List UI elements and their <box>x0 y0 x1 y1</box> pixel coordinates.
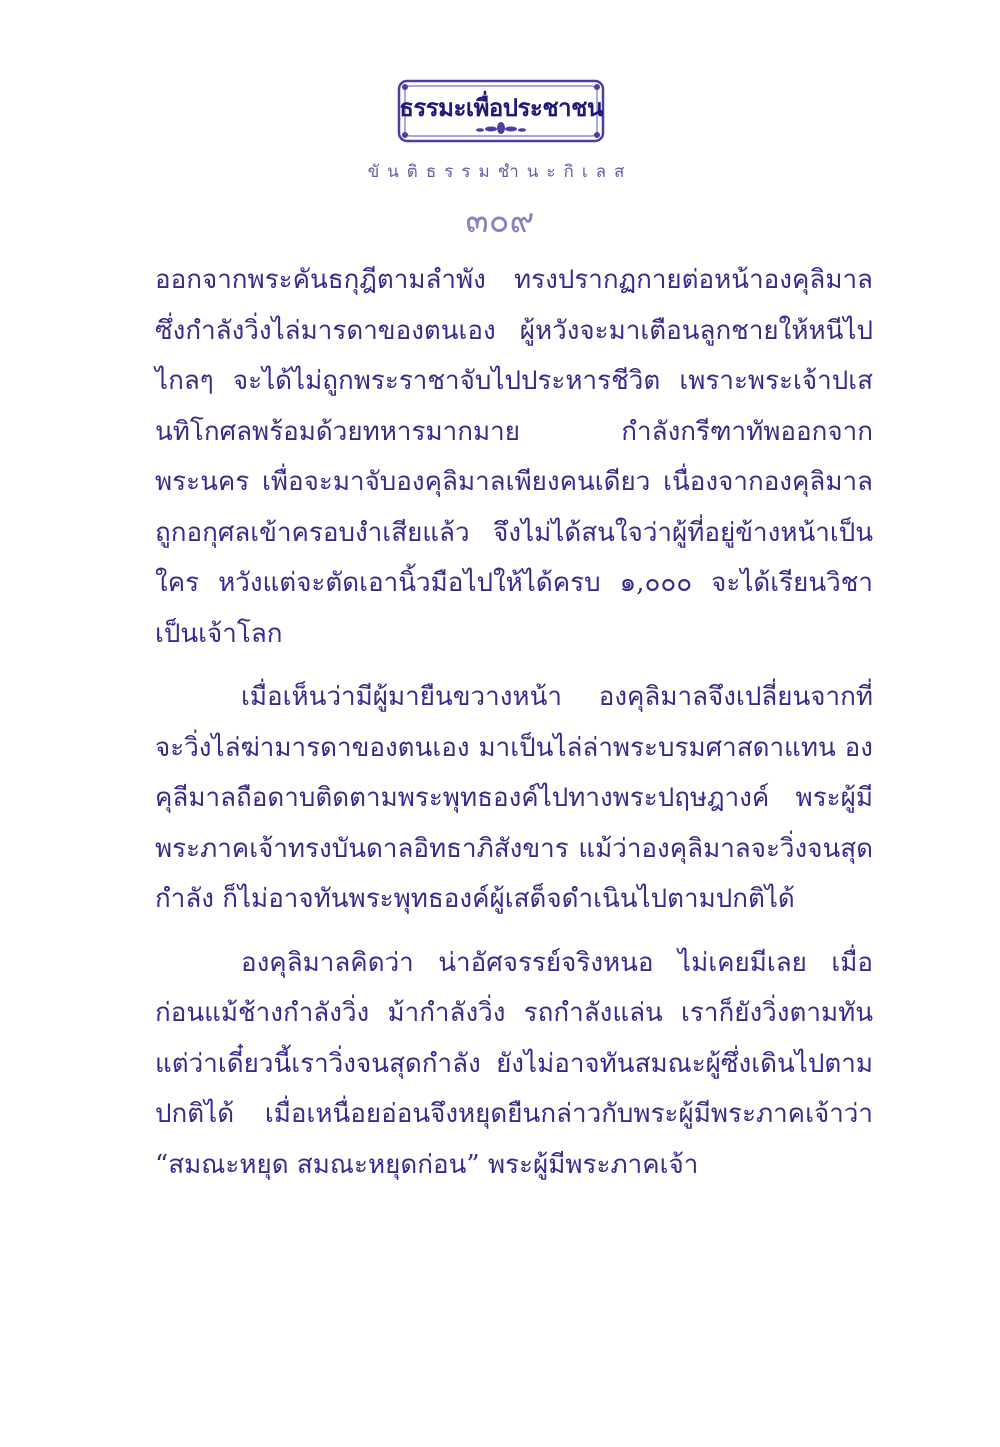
body-text <box>155 255 873 1203</box>
page-number: ๓๐๙ <box>465 201 535 241</box>
logo <box>396 78 606 150</box>
paragraph: องคุลิมาลคิดว่า น่าอัศจรรย์จริงหนอ ไม่เคยมีเลย เมื่อก่อนแม้ช้างกำลังวิ่ง ม้ากำลังวิ่ง รถกำลังแล่น เราก็ยังวิ่งตามทัน แต่ว่าเดี๋ยวนี้เราวิ่งจนสุดกำลัง ยังไม่อาจทันสมณะผู้ซึ่งเดินไปตามปกติได้ เมื่อเหนื่อยอ่อนจึงหยุดยืนกล่าวกับพระผู้มีพระภาคเจ้าว่า “สมณะหยุด สมณะหยุดก่อน” พระผู้มีพระภาคเจ้า <box>155 947 873 1180</box>
paragraph: เมื่อเห็นว่ามีผู้มายืนขวางหน้า องคุลิมาลจึงเปลี่ยนจากที่จะวิ่งไล่ฆ่ามารดาของตนเอง มาเป็นไล่ล่าพระบรมศาสดาแทน องคุลีมาลถือดาบติดตามพระพุทธองค์ไปทางพระปฤษฎางค์ พระผู้มีพระภาคเจ้าทรงบันดาลอิทธาภิสังขาร แม้ว่าองคุลิมาลจะวิ่งจนสุดกำลัง ก็ไม่อาจทันพระพุทธองค์ผู้เสด็จดำเนินไปตามปกติได้ <box>155 682 873 914</box>
book-title: ขันติธรรมชำนะกิเลส <box>367 162 633 182</box>
page-header <box>0 0 1000 240</box>
paragraph: ออกจากพระคันธกุฎีตามลำพัง ทรงปรากฏกายต่อหน้าองคุลิมาล ซึ่งกำลังวิ่งไล่มารดาของตนเอง ผู้หวังจะมาเตือนลูกชายให้หนีไปไกลๆ จะได้ไม่ถูกพระราชาจับไปประหารชีวิต เพราะพระเจ้าปเสนทิโกศลพร้อมด้วยทหารมากมาย กำลังกรีฑาทัพออกจากพระนคร เพื่อจะมาจับองคุลิมาลเพียงคนเดียว เนื่องจากองคุลิมาลถูกอกุศลเข้าครอบงำเสียแล้ว จึงไม่ได้สนใจว่าผู้ที่อยู่ข้างหน้าเป็นใคร หวังแต่จะตัดเอานิ้วมือไปให้ได้ครบ ๑,๐๐๐ จะได้เรียนวิชาเป็นเจ้าโลก <box>155 265 873 649</box>
logo-text: ธรรมะเพื่อประชาชน <box>399 95 603 122</box>
